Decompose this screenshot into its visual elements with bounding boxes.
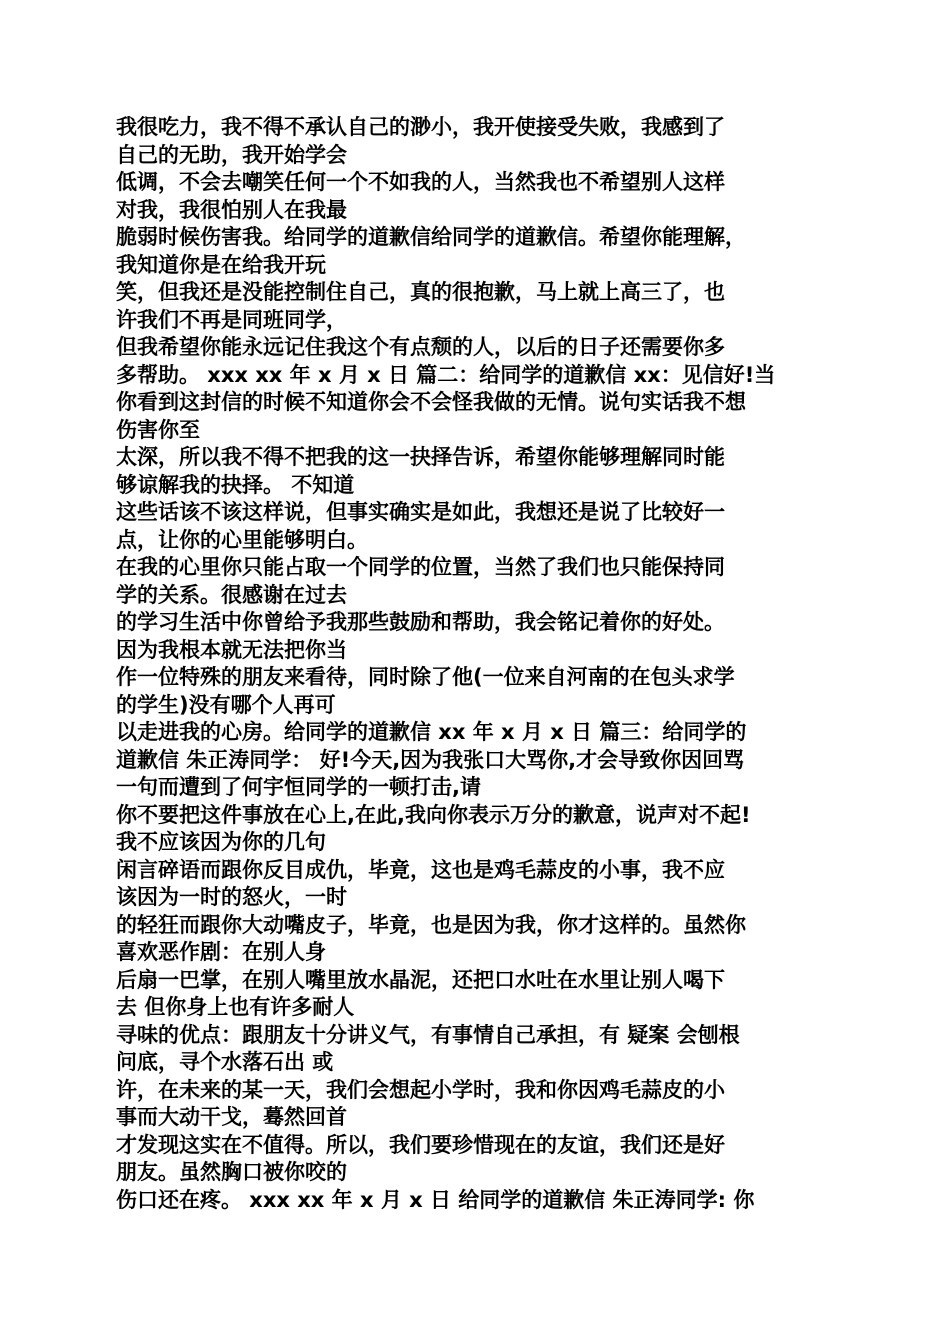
text-line: 朋友。虽然胸口被你咬的 (116, 1160, 347, 1184)
text-line: 该因为一时的怒火，一时 (116, 885, 347, 909)
text-line: 笑，但我还是没能控制住自己，真的很抱歉，马上就上高三了，也 (116, 280, 725, 304)
text-line: 你看到这封信的时候不知道你会不会怪我做的无情。说句实话我不想 (116, 390, 746, 414)
text-line: 才发现这实在不值得。所以，我们要珍惜现在的友谊，我们还是好 (116, 1132, 725, 1157)
text-line: 一句而遭到了何宇恒同学的一顿打击,请 (116, 775, 481, 799)
text-line: 但我希望你能永远记住我这个有点颓的人，以后的日子还需要你多 (116, 335, 725, 359)
text-line: 我不应该因为你的几句 (116, 830, 326, 854)
text-line: 点，让你的心里能够明白。 (116, 527, 368, 552)
text-line: 我很吃力，我不得不承认自己的渺小，我开使接受失败，我感到了 (116, 115, 725, 139)
text-line: 因为我根本就无法把你当 (116, 637, 347, 662)
text-line: 喜欢恶作剧：在别人身 (116, 940, 326, 964)
text-line: 够谅解我的抉择。 不知道 (116, 472, 355, 497)
text-line: 这些话该不该这样说，但事实确实是如此，我想还是说了比较好一 (116, 500, 725, 524)
text-line: 太深，所以我不得不把我的这一抉择告诉，希望你能够理解同时能 (116, 445, 725, 469)
text-line: 的学生)没有哪个人再可 (116, 692, 336, 717)
text-line: 作一位特殊的朋友来看待，同时除了他(一位来自河南的在包头求学 (116, 665, 735, 689)
text-line: 伤害你至 (116, 417, 200, 442)
text-line: 的学习生活中你曾给予我那些鼓励和帮助，我会铭记着你的好处。 (116, 610, 725, 634)
text-line: 问底，寻个水落石出 或 (116, 1050, 334, 1074)
letter-body-text (116, 114, 836, 1214)
text-line: 寻味的优点：跟朋友十分讲义气，有事情自己承担，有 疑案 会刨根 (116, 1022, 740, 1047)
text-line: 在我的心里你只能占取一个同学的位置，当然了我们也只能保持同 (116, 555, 725, 579)
text-line: 低调，不会去嘲笑任何一个不如我的人，当然我也不希望别人这样 (116, 170, 725, 194)
text-line: 后扇一巴掌，在别人嘴里放水晶泥，还把口水吐在水里让别人喝下 (116, 967, 725, 992)
text-line: 以走进我的心房。给同学的道歉信 xx 年 x 月 x 日 篇三：给同学的 (116, 720, 747, 744)
text-line: 自己的无助，我开始学会 (116, 142, 347, 167)
text-line: 学的关系。很感谢在过去 (116, 582, 347, 607)
text-line: 闲言碎语而跟你反目成仇，毕竟，这也是鸡毛蒜皮的小事，我不应 (116, 857, 725, 882)
text-line: 的轻狂而跟你大动嘴皮子，毕竟，也是因为我，你才这样的。虽然你 (116, 912, 746, 937)
text-line: 我知道你是在给我开玩 (116, 252, 326, 277)
text-line: 事而大动干戈，蓦然回首 (116, 1105, 347, 1129)
text-line: 伤口还在疼。 xxx xx 年 x 月 x 日 给同学的道歉信 朱正涛同学: 你 (116, 1187, 755, 1212)
text-line: 许，在未来的某一天，我们会想起小学时，我和你因鸡毛蒜皮的小 (116, 1077, 725, 1102)
text-line: 对我，我很怕别人在我最 (116, 197, 347, 222)
text-line: 去 但你身上也有许多耐人 (116, 995, 355, 1019)
text-line: 多帮助。 xxx xx 年 x 月 x 日 篇二：给同学的道歉信 xx：见信好!当 (116, 362, 776, 387)
text-line: 道歉信 朱正涛同学： 好!今天,因为我张口大骂你,才会导致你因回骂 (116, 747, 745, 772)
text-line: 许我们不再是同班同学， (116, 307, 347, 332)
text-line: 脆弱时候伤害我。给同学的道歉信给同学的道歉信。希望你能理解， (116, 225, 746, 249)
text-line: 你不要把这件事放在心上,在此,我向你表示万分的歉意，说声对不起! (116, 802, 751, 827)
